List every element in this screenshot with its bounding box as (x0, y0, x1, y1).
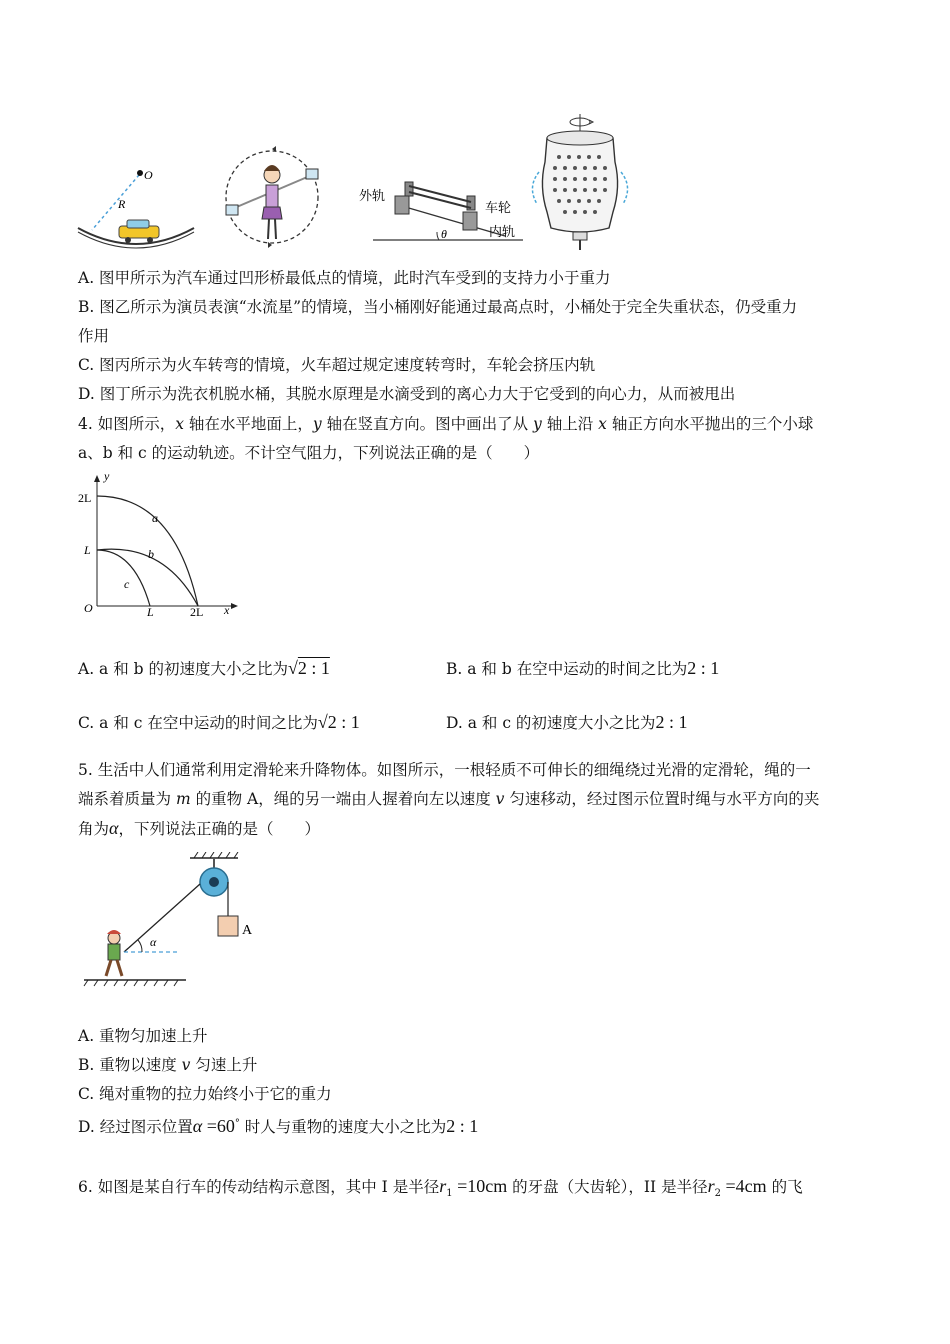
q4-stem-line1: 4. 如图所示，x 轴在水平地面上，y 轴在竖直方向。图中画出了从 y 轴上沿 x 轴正方向水平抛出的三个小球 (78, 415, 814, 433)
label-O: O (144, 168, 153, 182)
graph-y-label: y (104, 470, 110, 483)
label-wheel: 车轮 (485, 201, 512, 216)
curve-label-c: c (124, 577, 130, 591)
figure-ding-spin-dryer (525, 112, 633, 252)
q4-trajectory-graph (74, 470, 244, 620)
q3-option-b-line1: B. 图乙所示为演员表演“水流星”的情境，当小桶刚好能通过最高点时，小桶处于完全失重状态，仍受重力 (78, 298, 798, 316)
q4-option-a: A. a 和 b 的初速度大小之比为√2 : 1 (78, 658, 330, 678)
q5-pulley-figure (80, 852, 270, 992)
graph-tick-2L-x: 2L (190, 605, 204, 619)
graph-tick-2L-y: 2L (78, 491, 92, 505)
graph-origin: O (84, 601, 93, 615)
q5-stem-line3: 角为α，下列说法正确的是（ ） (78, 818, 320, 838)
q3-option-d: D. 图丁所示为洗衣机脱水桶，其脱水原理是水滴受到的离心力大于它受到的向心力，从而被甩出 (78, 385, 736, 403)
figure-yi-water-meteor (220, 145, 325, 250)
label-inner-rail: 内轨 (489, 225, 516, 240)
q5-stem-line1: 5. 生活中人们通常利用定滑轮来升降物体。如图所示，一根轻质不可伸长的细绳绕过光滑的定滑轮，绳的一 (78, 761, 811, 779)
label-outer-rail: 外轨 (359, 189, 386, 204)
graph-tick-L-y: L (84, 543, 91, 557)
label-theta: θ (441, 227, 447, 241)
q5-option-b: B. 重物以速度 v 匀速上升 (78, 1056, 258, 1074)
curve-label-a: a (152, 511, 158, 525)
q6-stem-line1: 6. 如图是某自行车的传动结构示意图，其中 I 是半径$r_1 =10cm$ 的牙盘（大齿轮），II 是半径$r_2 =4cm$ 的飞 (78, 1176, 803, 1200)
label-weight-A: A (242, 923, 253, 938)
figure-bing-train-turn (355, 172, 525, 247)
q4-option-c: C. a 和 c 在空中运动的时间之比为√2 : 1 (78, 712, 360, 732)
q4-option-b: B. a 和 b 在空中运动的时间之比为2 : 1 (446, 658, 720, 678)
q5-option-a: A. 重物匀加速上升 (78, 1027, 208, 1045)
graph-tick-L-x: L (147, 605, 154, 619)
q5-option-d: D. 经过图示位置α =60° 时人与重物的速度大小之比为2 : 1 (78, 1116, 479, 1137)
q5-option-c: C. 绳对重物的拉力始终小于它的重力 (78, 1085, 332, 1103)
label-R: R (118, 197, 126, 211)
q3-option-b-line2: 作用 (78, 327, 110, 345)
q4-stem-line2: a、b 和 c 的运动轨迹。不计空气阻力，下列说法正确的是（ ） (78, 444, 540, 462)
q4-option-d: D. a 和 c 的初速度大小之比为2 : 1 (446, 712, 688, 732)
q5-stem-line2: 端系着质量为 m 的重物 A，绳的另一端由人握着向左以速度 v 匀速移动，经过图示位置时绳与水平方向的夹 (78, 790, 820, 808)
graph-x-label: x (224, 603, 230, 617)
q3-option-a: A. 图甲所示为汽车通过凹形桥最低点的情境，此时汽车受到的支持力小于重力 (78, 269, 611, 287)
figure-jia-concave-bridge (74, 160, 199, 250)
curve-label-b: b (148, 547, 154, 561)
label-alpha: α (150, 935, 157, 949)
q3-option-c: C. 图丙所示为火车转弯的情境，火车超过规定速度转弯时，车轮会挤压内轨 (78, 356, 596, 374)
